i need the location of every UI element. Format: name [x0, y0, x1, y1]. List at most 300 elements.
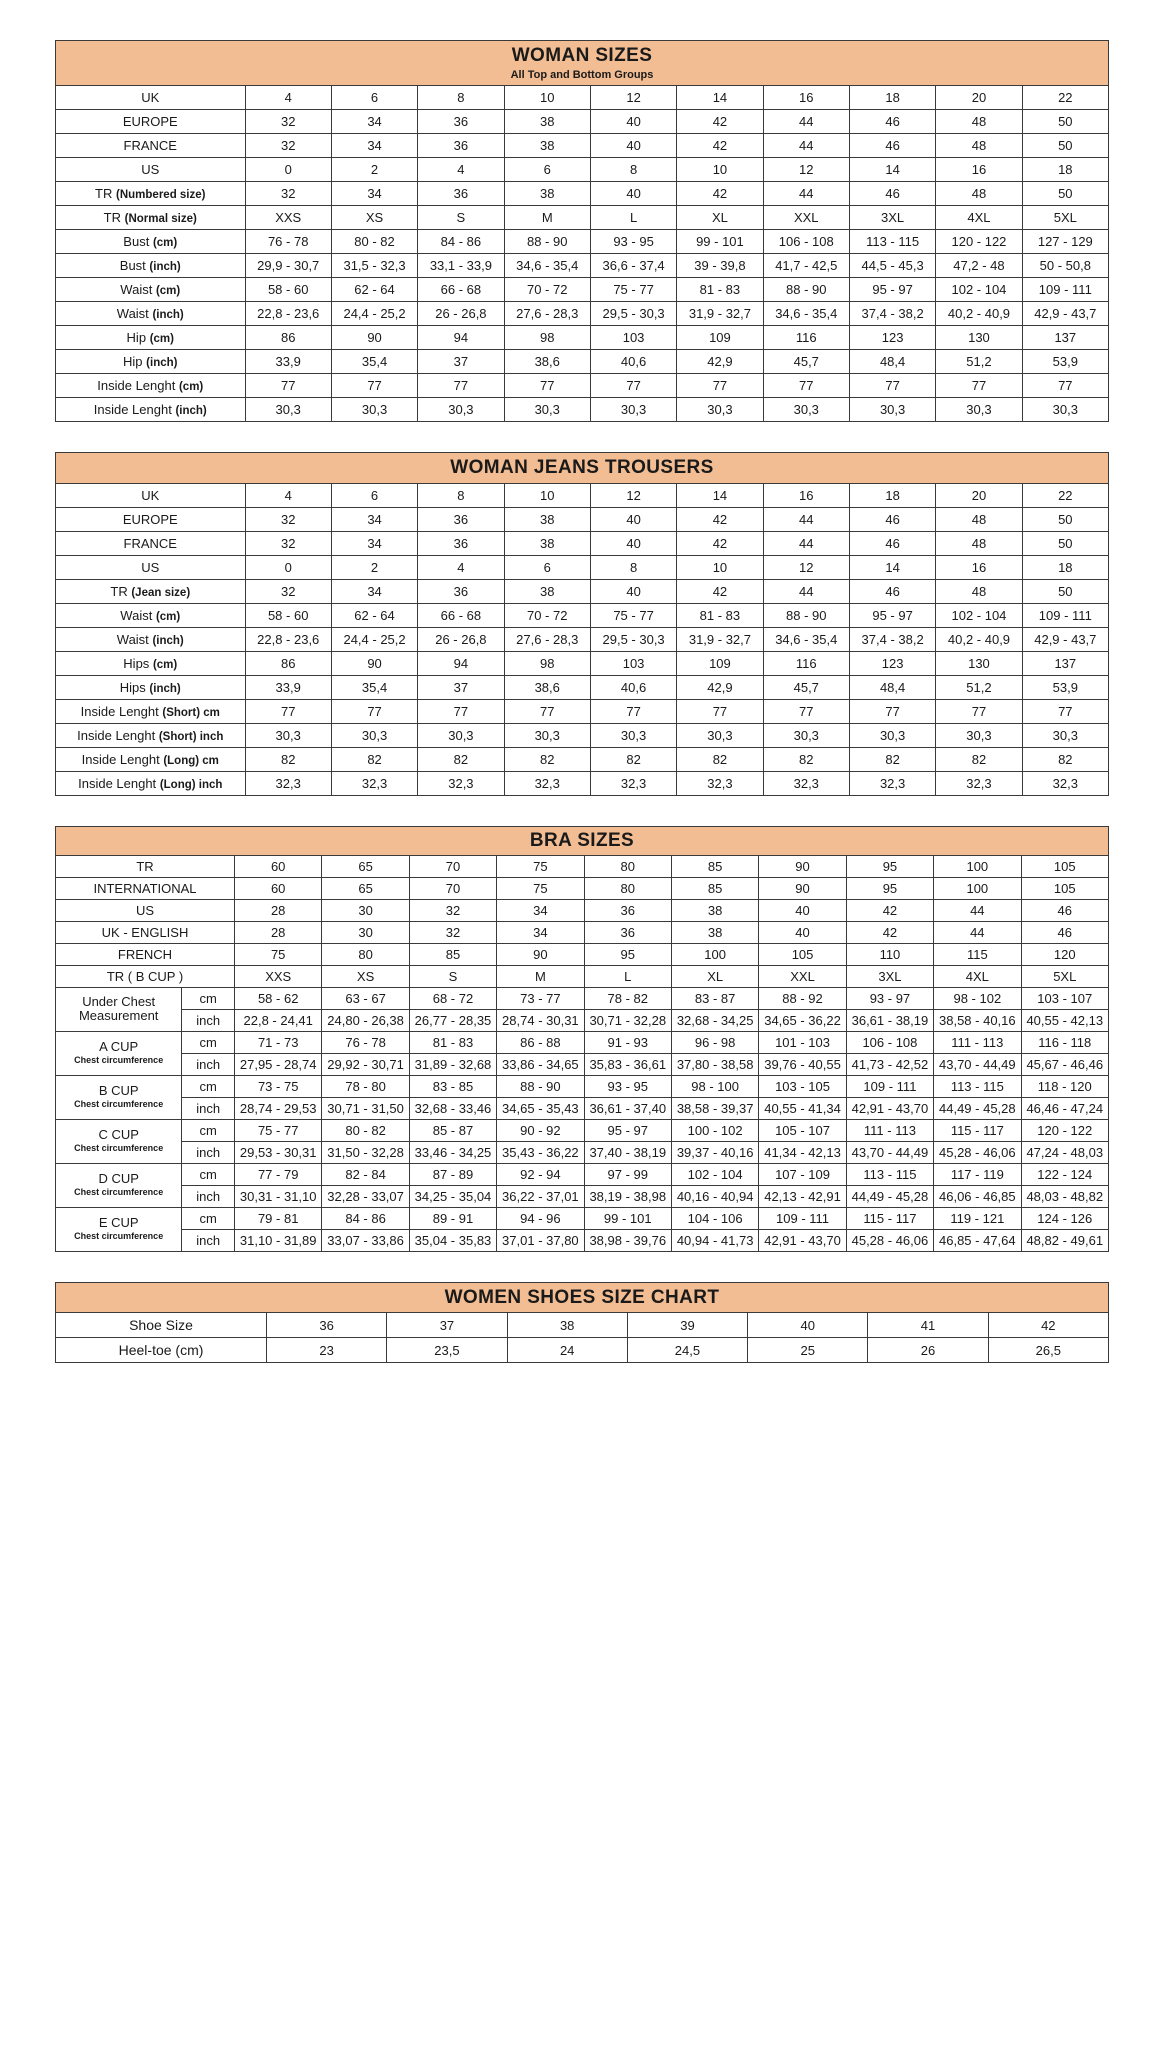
cell-value: 113 - 115: [846, 1163, 933, 1185]
cell-value: 58 - 60: [245, 603, 331, 627]
cell-value: XL: [671, 965, 758, 987]
cell-value: 22,8 - 24,41: [235, 1009, 322, 1031]
cell-value: 43,70 - 44,49: [846, 1141, 933, 1163]
cell-value: 77: [936, 373, 1022, 397]
table-row: [56, 301, 1109, 325]
cell-value: 4: [245, 85, 331, 109]
row-label-unit: (Jean size): [131, 586, 191, 599]
cell-value: 96 - 98: [671, 1031, 758, 1053]
row-label: FRANCE: [56, 531, 246, 555]
cell-value: 48,03 - 48,82: [1021, 1185, 1108, 1207]
cell-value: 40,55 - 41,34: [759, 1097, 846, 1119]
cell-value: 66 - 68: [418, 603, 504, 627]
cell-value: 30: [322, 899, 409, 921]
cell-value: 36,61 - 37,40: [584, 1097, 671, 1119]
cell-value: 42,9: [677, 349, 763, 373]
cell-value: 123: [849, 325, 935, 349]
cell-value: L: [590, 205, 676, 229]
table-row: [56, 1313, 1109, 1338]
cell-value: 18: [849, 85, 935, 109]
cell-value: 98 - 102: [934, 987, 1021, 1009]
cell-value: 32: [245, 579, 331, 603]
cell-value: 82: [504, 747, 590, 771]
cell-value: 42: [677, 109, 763, 133]
table-row: [56, 771, 1109, 795]
cell-value: 32,3: [590, 771, 676, 795]
cell-value: 77: [245, 373, 331, 397]
cell-value: 53,9: [1022, 349, 1108, 373]
row-label-unit: (cm): [178, 380, 204, 393]
unit-label: cm: [182, 1031, 235, 1053]
cell-value: 44: [763, 133, 849, 157]
cell-value: 83 - 87: [671, 987, 758, 1009]
cell-value: 14: [849, 555, 935, 579]
cell-value: 65: [322, 877, 409, 899]
cell-value: 46: [849, 109, 935, 133]
cell-value: 95: [584, 943, 671, 965]
cell-value: 40,55 - 42,13: [1021, 1009, 1108, 1031]
cell-value: 106 - 108: [763, 229, 849, 253]
cell-value: 32: [245, 133, 331, 157]
cell-value: 8: [590, 157, 676, 181]
row-label: US: [56, 157, 246, 181]
row-label-sub: Chest circumference: [74, 1098, 164, 1109]
table-row: [56, 229, 1109, 253]
cell-value: 88 - 90: [763, 603, 849, 627]
cell-value: 110: [846, 943, 933, 965]
unit-label: inch: [182, 1097, 235, 1119]
cell-value: 34: [497, 921, 584, 943]
cell-value: 77: [331, 699, 417, 723]
cell-value: 109 - 111: [1022, 603, 1108, 627]
woman-sizes-table: [55, 40, 1109, 422]
cell-value: 50: [1022, 507, 1108, 531]
cell-value: 33,07 - 33,86: [322, 1229, 409, 1251]
cell-value: 16: [936, 157, 1022, 181]
cell-value: 46: [849, 507, 935, 531]
cell-value: 34: [497, 899, 584, 921]
cell-value: 86: [245, 325, 331, 349]
cell-value: 36: [418, 531, 504, 555]
table-row: [56, 397, 1109, 421]
table-row: [56, 723, 1109, 747]
row-label: TR (Normal size): [56, 205, 246, 229]
cell-value: 82 - 84: [322, 1163, 409, 1185]
cell-value: 40,2 - 40,9: [936, 301, 1022, 325]
cell-value: 50: [1022, 181, 1108, 205]
row-label: INTERNATIONAL: [56, 877, 235, 899]
cell-value: 36: [418, 507, 504, 531]
cell-value: 32: [245, 181, 331, 205]
row-label: Inside Lenght (cm): [56, 373, 246, 397]
cell-value: 34: [331, 133, 417, 157]
cell-value: 34,65 - 35,43: [497, 1097, 584, 1119]
row-label: US: [56, 899, 235, 921]
row-label: Waist (inch): [56, 301, 246, 325]
cell-value: 46: [849, 531, 935, 555]
table-row: [56, 277, 1109, 301]
cell-value: 111 - 113: [934, 1031, 1021, 1053]
cell-value: 24,80 - 26,38: [322, 1009, 409, 1031]
cell-value: 50 - 50,8: [1022, 253, 1108, 277]
cell-value: 84 - 86: [418, 229, 504, 253]
cell-value: 77: [418, 373, 504, 397]
cell-value: 27,95 - 28,74: [235, 1053, 322, 1075]
cell-value: 44: [934, 921, 1021, 943]
row-label: [56, 1207, 182, 1251]
cell-value: 24,4 - 25,2: [331, 301, 417, 325]
cell-value: 130: [936, 651, 1022, 675]
cell-value: 30,3: [849, 397, 935, 421]
cell-value: 95: [846, 855, 933, 877]
cell-value: 10: [504, 483, 590, 507]
cell-value: 12: [763, 157, 849, 181]
cell-value: 93 - 97: [846, 987, 933, 1009]
row-label: Waist (cm): [56, 603, 246, 627]
cell-value: 48: [936, 133, 1022, 157]
cell-value: 40: [590, 181, 676, 205]
cell-value: 81 - 83: [409, 1031, 496, 1053]
cell-value: 98: [504, 325, 590, 349]
cell-value: XS: [322, 965, 409, 987]
shoes-title-cell: [56, 1282, 1109, 1313]
cell-value: 47,2 - 48: [936, 253, 1022, 277]
cell-value: 88 - 90: [763, 277, 849, 301]
cell-value: 4: [245, 483, 331, 507]
cell-value: 33,46 - 34,25: [409, 1141, 496, 1163]
row-label: FRANCE: [56, 133, 246, 157]
table-row: [56, 133, 1109, 157]
row-label: US: [56, 555, 246, 579]
cell-value: 80 - 82: [322, 1119, 409, 1141]
bra-sizes-table: [55, 826, 1109, 1252]
cell-value: 32,68 - 33,46: [409, 1097, 496, 1119]
cell-value: 27,6 - 28,3: [504, 627, 590, 651]
cell-value: 35,4: [331, 349, 417, 373]
table-row: [56, 603, 1109, 627]
row-label-unit: (Long) inch: [159, 778, 223, 791]
table-row: [56, 747, 1109, 771]
cell-value: 29,9 - 30,7: [245, 253, 331, 277]
cell-value: 82: [418, 747, 504, 771]
row-label-unit: (cm): [155, 610, 181, 623]
cell-value: 41,7 - 42,5: [763, 253, 849, 277]
cell-value: 103 - 107: [1021, 987, 1108, 1009]
row-label-main2: Measurement: [78, 1008, 159, 1024]
cell-value: 33,1 - 33,9: [418, 253, 504, 277]
cell-value: 23: [267, 1338, 387, 1363]
cell-value: 105: [1021, 855, 1108, 877]
table-row: [56, 651, 1109, 675]
table-row: [56, 157, 1109, 181]
row-label: TR (Jean size): [56, 579, 246, 603]
cell-value: 38: [504, 579, 590, 603]
cell-value: 40,6: [590, 349, 676, 373]
row-label: Inside Lenght (Long) cm: [56, 747, 246, 771]
cell-value: M: [504, 205, 590, 229]
cell-value: 31,50 - 32,28: [322, 1141, 409, 1163]
cell-value: 100 - 102: [671, 1119, 758, 1141]
cell-value: 73 - 75: [235, 1075, 322, 1097]
row-label: [56, 1163, 182, 1207]
cell-value: 30,3: [245, 397, 331, 421]
cell-value: 50: [1022, 531, 1108, 555]
cell-value: 44: [763, 181, 849, 205]
cell-value: 48: [936, 181, 1022, 205]
cell-value: 48: [936, 109, 1022, 133]
cell-value: 39,76 - 40,55: [759, 1053, 846, 1075]
cell-value: 105 - 107: [759, 1119, 846, 1141]
cell-value: 14: [849, 157, 935, 181]
cell-value: 36: [418, 133, 504, 157]
cell-value: 33,9: [245, 675, 331, 699]
cell-value: 30,3: [1022, 723, 1108, 747]
cell-value: 36,22 - 37,01: [497, 1185, 584, 1207]
cell-value: 45,28 - 46,06: [846, 1229, 933, 1251]
cell-value: 77: [849, 373, 935, 397]
cell-value: 26,5: [988, 1338, 1108, 1363]
cell-value: 40: [590, 531, 676, 555]
cell-value: 89 - 91: [409, 1207, 496, 1229]
row-label: Waist (cm): [56, 277, 246, 301]
cell-value: 32,68 - 34,25: [671, 1009, 758, 1031]
cell-value: 76 - 78: [322, 1031, 409, 1053]
row-label: Bust (inch): [56, 253, 246, 277]
row-label-unit: (Short) inch: [158, 730, 224, 743]
cell-value: 30,3: [936, 397, 1022, 421]
row-label: EUROPE: [56, 507, 246, 531]
cell-value: 42: [988, 1313, 1108, 1338]
cell-value: 10: [504, 85, 590, 109]
table-row: [56, 325, 1109, 349]
cell-value: 33,86 - 34,65: [497, 1053, 584, 1075]
cell-value: 82: [677, 747, 763, 771]
cell-value: 31,9 - 32,7: [677, 627, 763, 651]
cell-value: 34: [331, 507, 417, 531]
cell-value: 20: [936, 85, 1022, 109]
table-row: [56, 555, 1109, 579]
cell-value: 14: [677, 85, 763, 109]
cell-value: 40: [759, 921, 846, 943]
cell-value: 44: [763, 579, 849, 603]
cell-value: 36: [267, 1313, 387, 1338]
row-label: TR ( B CUP ): [56, 965, 235, 987]
cell-value: 41,73 - 42,52: [846, 1053, 933, 1075]
table-row: [56, 921, 1109, 943]
cell-value: 37,01 - 37,80: [497, 1229, 584, 1251]
cell-value: 86: [245, 651, 331, 675]
cell-value: XS: [331, 205, 417, 229]
cell-value: 12: [590, 483, 676, 507]
cell-value: 102 - 104: [671, 1163, 758, 1185]
cell-value: 42: [677, 531, 763, 555]
row-label: Inside Lenght (Long) inch: [56, 771, 246, 795]
cell-value: XXL: [763, 205, 849, 229]
cell-value: 37,40 - 38,19: [584, 1141, 671, 1163]
cell-value: 32,3: [936, 771, 1022, 795]
cell-value: XXS: [245, 205, 331, 229]
cell-value: 77: [1022, 699, 1108, 723]
table-row: [56, 1009, 1109, 1031]
table-row: [56, 899, 1109, 921]
table-row: [56, 483, 1109, 507]
woman-sizes-title-cell: [56, 41, 1109, 86]
cell-value: 38,6: [504, 349, 590, 373]
cell-value: 2: [331, 555, 417, 579]
cell-value: 46,06 - 46,85: [934, 1185, 1021, 1207]
cell-value: 16: [763, 85, 849, 109]
cell-value: 35,04 - 35,83: [409, 1229, 496, 1251]
cell-value: 36,61 - 38,19: [846, 1009, 933, 1031]
row-label-unit: (inch): [152, 634, 184, 647]
cell-value: 29,53 - 30,31: [235, 1141, 322, 1163]
cell-value: 34,6 - 35,4: [763, 301, 849, 325]
cell-value: 40: [590, 133, 676, 157]
row-label: Hip (inch): [56, 349, 246, 373]
cell-value: 40,6: [590, 675, 676, 699]
cell-value: 45,7: [763, 675, 849, 699]
cell-value: 86 - 88: [497, 1031, 584, 1053]
row-label: TR: [56, 855, 235, 877]
cell-value: 6: [504, 157, 590, 181]
table-row: [56, 1075, 1109, 1097]
cell-value: 82: [590, 747, 676, 771]
cell-value: 32: [245, 507, 331, 531]
cell-value: 106 - 108: [846, 1031, 933, 1053]
cell-value: 47,24 - 48,03: [1021, 1141, 1108, 1163]
cell-value: 97 - 99: [584, 1163, 671, 1185]
cell-value: 34: [331, 579, 417, 603]
table-row: [56, 1185, 1109, 1207]
cell-value: 32,3: [245, 771, 331, 795]
cell-value: 36: [418, 109, 504, 133]
row-label-unit: (inch): [149, 260, 181, 273]
cell-value: 38: [671, 921, 758, 943]
cell-value: 46,85 - 47,64: [934, 1229, 1021, 1251]
cell-value: 85 - 87: [409, 1119, 496, 1141]
cell-value: 31,9 - 32,7: [677, 301, 763, 325]
cell-value: 41,34 - 42,13: [759, 1141, 846, 1163]
table-row: [56, 1097, 1109, 1119]
cell-value: 34,6 - 35,4: [763, 627, 849, 651]
cell-value: 75: [497, 855, 584, 877]
cell-value: 44,5 - 45,3: [849, 253, 935, 277]
cell-value: 30,3: [504, 397, 590, 421]
cell-value: 36: [418, 181, 504, 205]
row-label: UK: [56, 85, 246, 109]
cell-value: 46: [849, 181, 935, 205]
cell-value: 137: [1022, 651, 1108, 675]
cell-value: 102 - 104: [936, 277, 1022, 301]
cell-value: 34: [331, 109, 417, 133]
cell-value: 26,77 - 28,35: [409, 1009, 496, 1031]
row-label: [56, 1119, 182, 1163]
cell-value: 77: [763, 699, 849, 723]
cell-value: 105: [1021, 877, 1108, 899]
bra-title-cell: [56, 826, 1109, 855]
cell-value: 32,3: [418, 771, 504, 795]
row-label: UK - ENGLISH: [56, 921, 235, 943]
cell-value: 95: [846, 877, 933, 899]
cell-value: 100: [934, 877, 1021, 899]
cell-value: 25: [748, 1338, 868, 1363]
cell-value: 48: [936, 507, 1022, 531]
cell-value: 20: [936, 483, 1022, 507]
cell-value: 39: [627, 1313, 747, 1338]
woman-jeans-title-row: [56, 452, 1109, 483]
cell-value: 82: [331, 747, 417, 771]
cell-value: 26 - 26,8: [418, 627, 504, 651]
cell-value: 12: [590, 85, 676, 109]
cell-value: 79 - 81: [235, 1207, 322, 1229]
cell-value: 22,8 - 23,6: [245, 627, 331, 651]
row-label-unit: (Numbered size): [116, 188, 206, 201]
row-label-unit: (cm): [152, 658, 178, 671]
cell-value: 109: [677, 651, 763, 675]
cell-value: 46: [1021, 899, 1108, 921]
cell-value: 124 - 126: [1021, 1207, 1108, 1229]
cell-value: 6: [331, 483, 417, 507]
cell-value: 94: [418, 651, 504, 675]
woman-sizes-title: WOMAN SIZES: [511, 45, 653, 66]
cell-value: 38,19 - 38,98: [584, 1185, 671, 1207]
cell-value: 8: [418, 483, 504, 507]
cell-value: 91 - 93: [584, 1031, 671, 1053]
cell-value: 63 - 67: [322, 987, 409, 1009]
table-row: [56, 855, 1109, 877]
cell-value: 29,92 - 30,71: [322, 1053, 409, 1075]
cell-value: 80: [322, 943, 409, 965]
row-label: Hip (cm): [56, 325, 246, 349]
cell-value: 98 - 100: [671, 1075, 758, 1097]
cell-value: 68 - 72: [409, 987, 496, 1009]
cell-value: 90: [497, 943, 584, 965]
cell-value: 48,82 - 49,61: [1021, 1229, 1108, 1251]
cell-value: 120 - 122: [936, 229, 1022, 253]
cell-value: 99 - 101: [677, 229, 763, 253]
cell-value: 32,3: [1022, 771, 1108, 795]
cell-value: 82: [245, 747, 331, 771]
cell-value: 38: [504, 531, 590, 555]
cell-value: 88 - 92: [759, 987, 846, 1009]
cell-value: 94 - 96: [497, 1207, 584, 1229]
cell-value: 42: [677, 133, 763, 157]
table-row: [56, 943, 1109, 965]
cell-value: 75: [497, 877, 584, 899]
cell-value: 45,28 - 46,06: [934, 1141, 1021, 1163]
cell-value: 38,98 - 39,76: [584, 1229, 671, 1251]
row-label: Hips (inch): [56, 675, 246, 699]
woman-jeans-table: [55, 452, 1109, 796]
cell-value: 81 - 83: [677, 277, 763, 301]
cell-value: 115: [934, 943, 1021, 965]
cell-value: 32: [245, 109, 331, 133]
bra-title-row: [56, 826, 1109, 855]
cell-value: 77 - 79: [235, 1163, 322, 1185]
cell-value: 37: [387, 1313, 507, 1338]
cell-value: 8: [590, 555, 676, 579]
table-row: [56, 965, 1109, 987]
cell-value: 22: [1022, 85, 1108, 109]
cell-value: 65: [322, 855, 409, 877]
cell-value: 60: [235, 855, 322, 877]
cell-value: 93 - 95: [584, 1075, 671, 1097]
cell-value: 44: [934, 899, 1021, 921]
cell-value: S: [409, 965, 496, 987]
cell-value: 31,89 - 32,68: [409, 1053, 496, 1075]
cell-value: 62 - 64: [331, 603, 417, 627]
unit-label: cm: [182, 1119, 235, 1141]
